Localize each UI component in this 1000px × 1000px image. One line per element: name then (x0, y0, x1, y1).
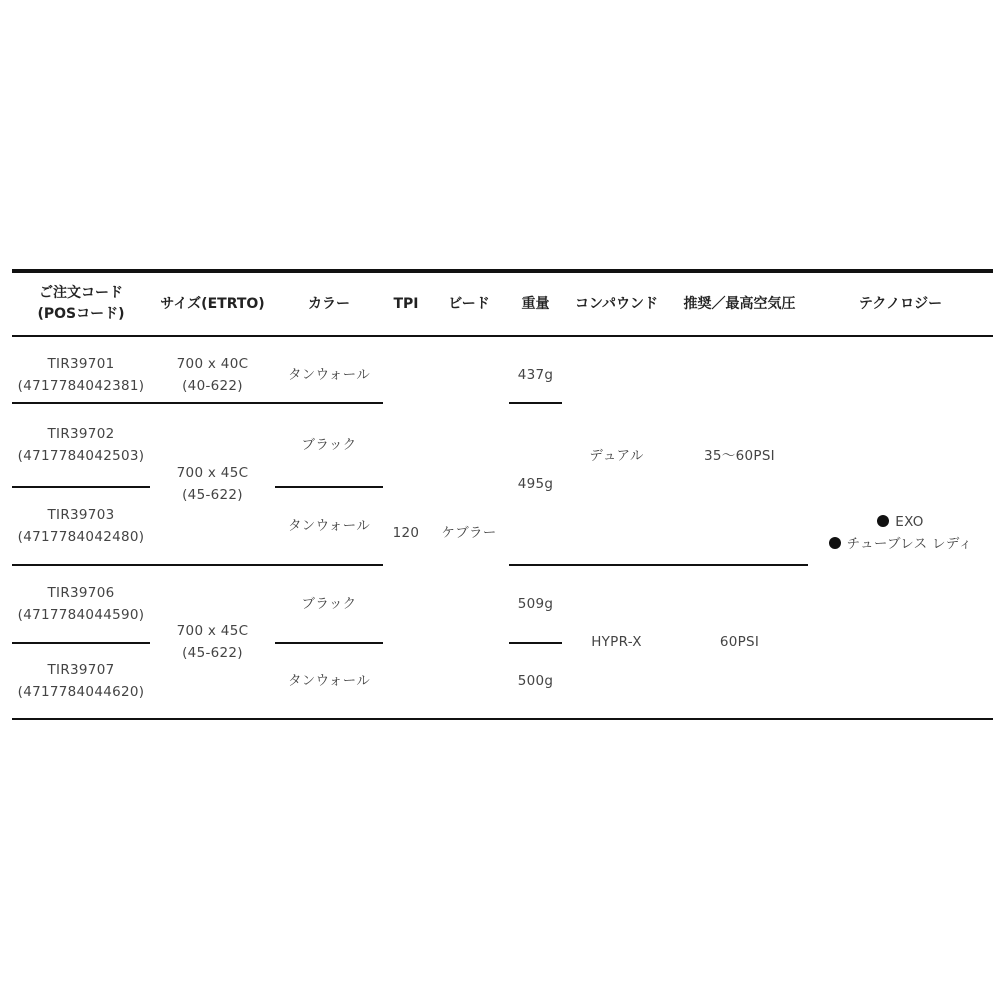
color-cell: タンウォール (275, 336, 383, 403)
order-code-cell: TIR39702 (4717784042503) (12, 403, 150, 487)
weight-cell: 509g (509, 565, 562, 643)
weight-cell: 437g (509, 336, 562, 403)
technology-item: チューブレス レディ (808, 533, 993, 555)
order-code-cell: TIR39707 (4717784044620) (12, 643, 150, 719)
technology-item: EXO (808, 511, 993, 533)
color-cell: タンウォール (275, 643, 383, 719)
header-code: ご注文コード (POSコード) (12, 271, 150, 336)
header-technology: テクノロジー (808, 271, 993, 336)
header-weight: 重量 (509, 271, 562, 336)
weight-cell: 495g (509, 403, 562, 565)
size-cell: 700 x 45C (45-622) (150, 403, 275, 565)
bullet-icon (877, 515, 889, 527)
header-row (12, 271, 993, 336)
pressure-cell: 35～60PSI (671, 336, 808, 565)
color-cell: ブラック (275, 565, 383, 643)
table-row (12, 336, 993, 403)
header-compound: コンパウンド (562, 271, 671, 336)
header-pressure: 推奨／最高空気圧 (671, 271, 808, 336)
header-tpi: TPI (383, 271, 429, 336)
header-bead: ビード (429, 271, 509, 336)
order-code-cell: TIR39706 (4717784044590) (12, 565, 150, 643)
order-code-cell: TIR39701 (4717784042381) (12, 336, 150, 403)
pressure-cell: 60PSI (671, 565, 808, 719)
technology-cell (808, 336, 993, 719)
tpi-cell: 120 (383, 336, 429, 719)
bead-cell: ケブラー (429, 336, 509, 719)
compound-cell: HYPR-X (562, 565, 671, 719)
color-cell: ブラック (275, 403, 383, 487)
spec-table (12, 269, 993, 720)
compound-cell: デュアル (562, 336, 671, 565)
weight-cell: 500g (509, 643, 562, 719)
header-color: カラー (275, 271, 383, 336)
bullet-icon (829, 537, 841, 549)
size-cell: 700 x 40C (40-622) (150, 336, 275, 403)
order-code-cell: TIR39703 (4717784042480) (12, 487, 150, 565)
header-size: サイズ(ETRTO) (150, 271, 275, 336)
size-cell: 700 x 45C (45-622) (150, 565, 275, 719)
color-cell: タンウォール (275, 487, 383, 565)
